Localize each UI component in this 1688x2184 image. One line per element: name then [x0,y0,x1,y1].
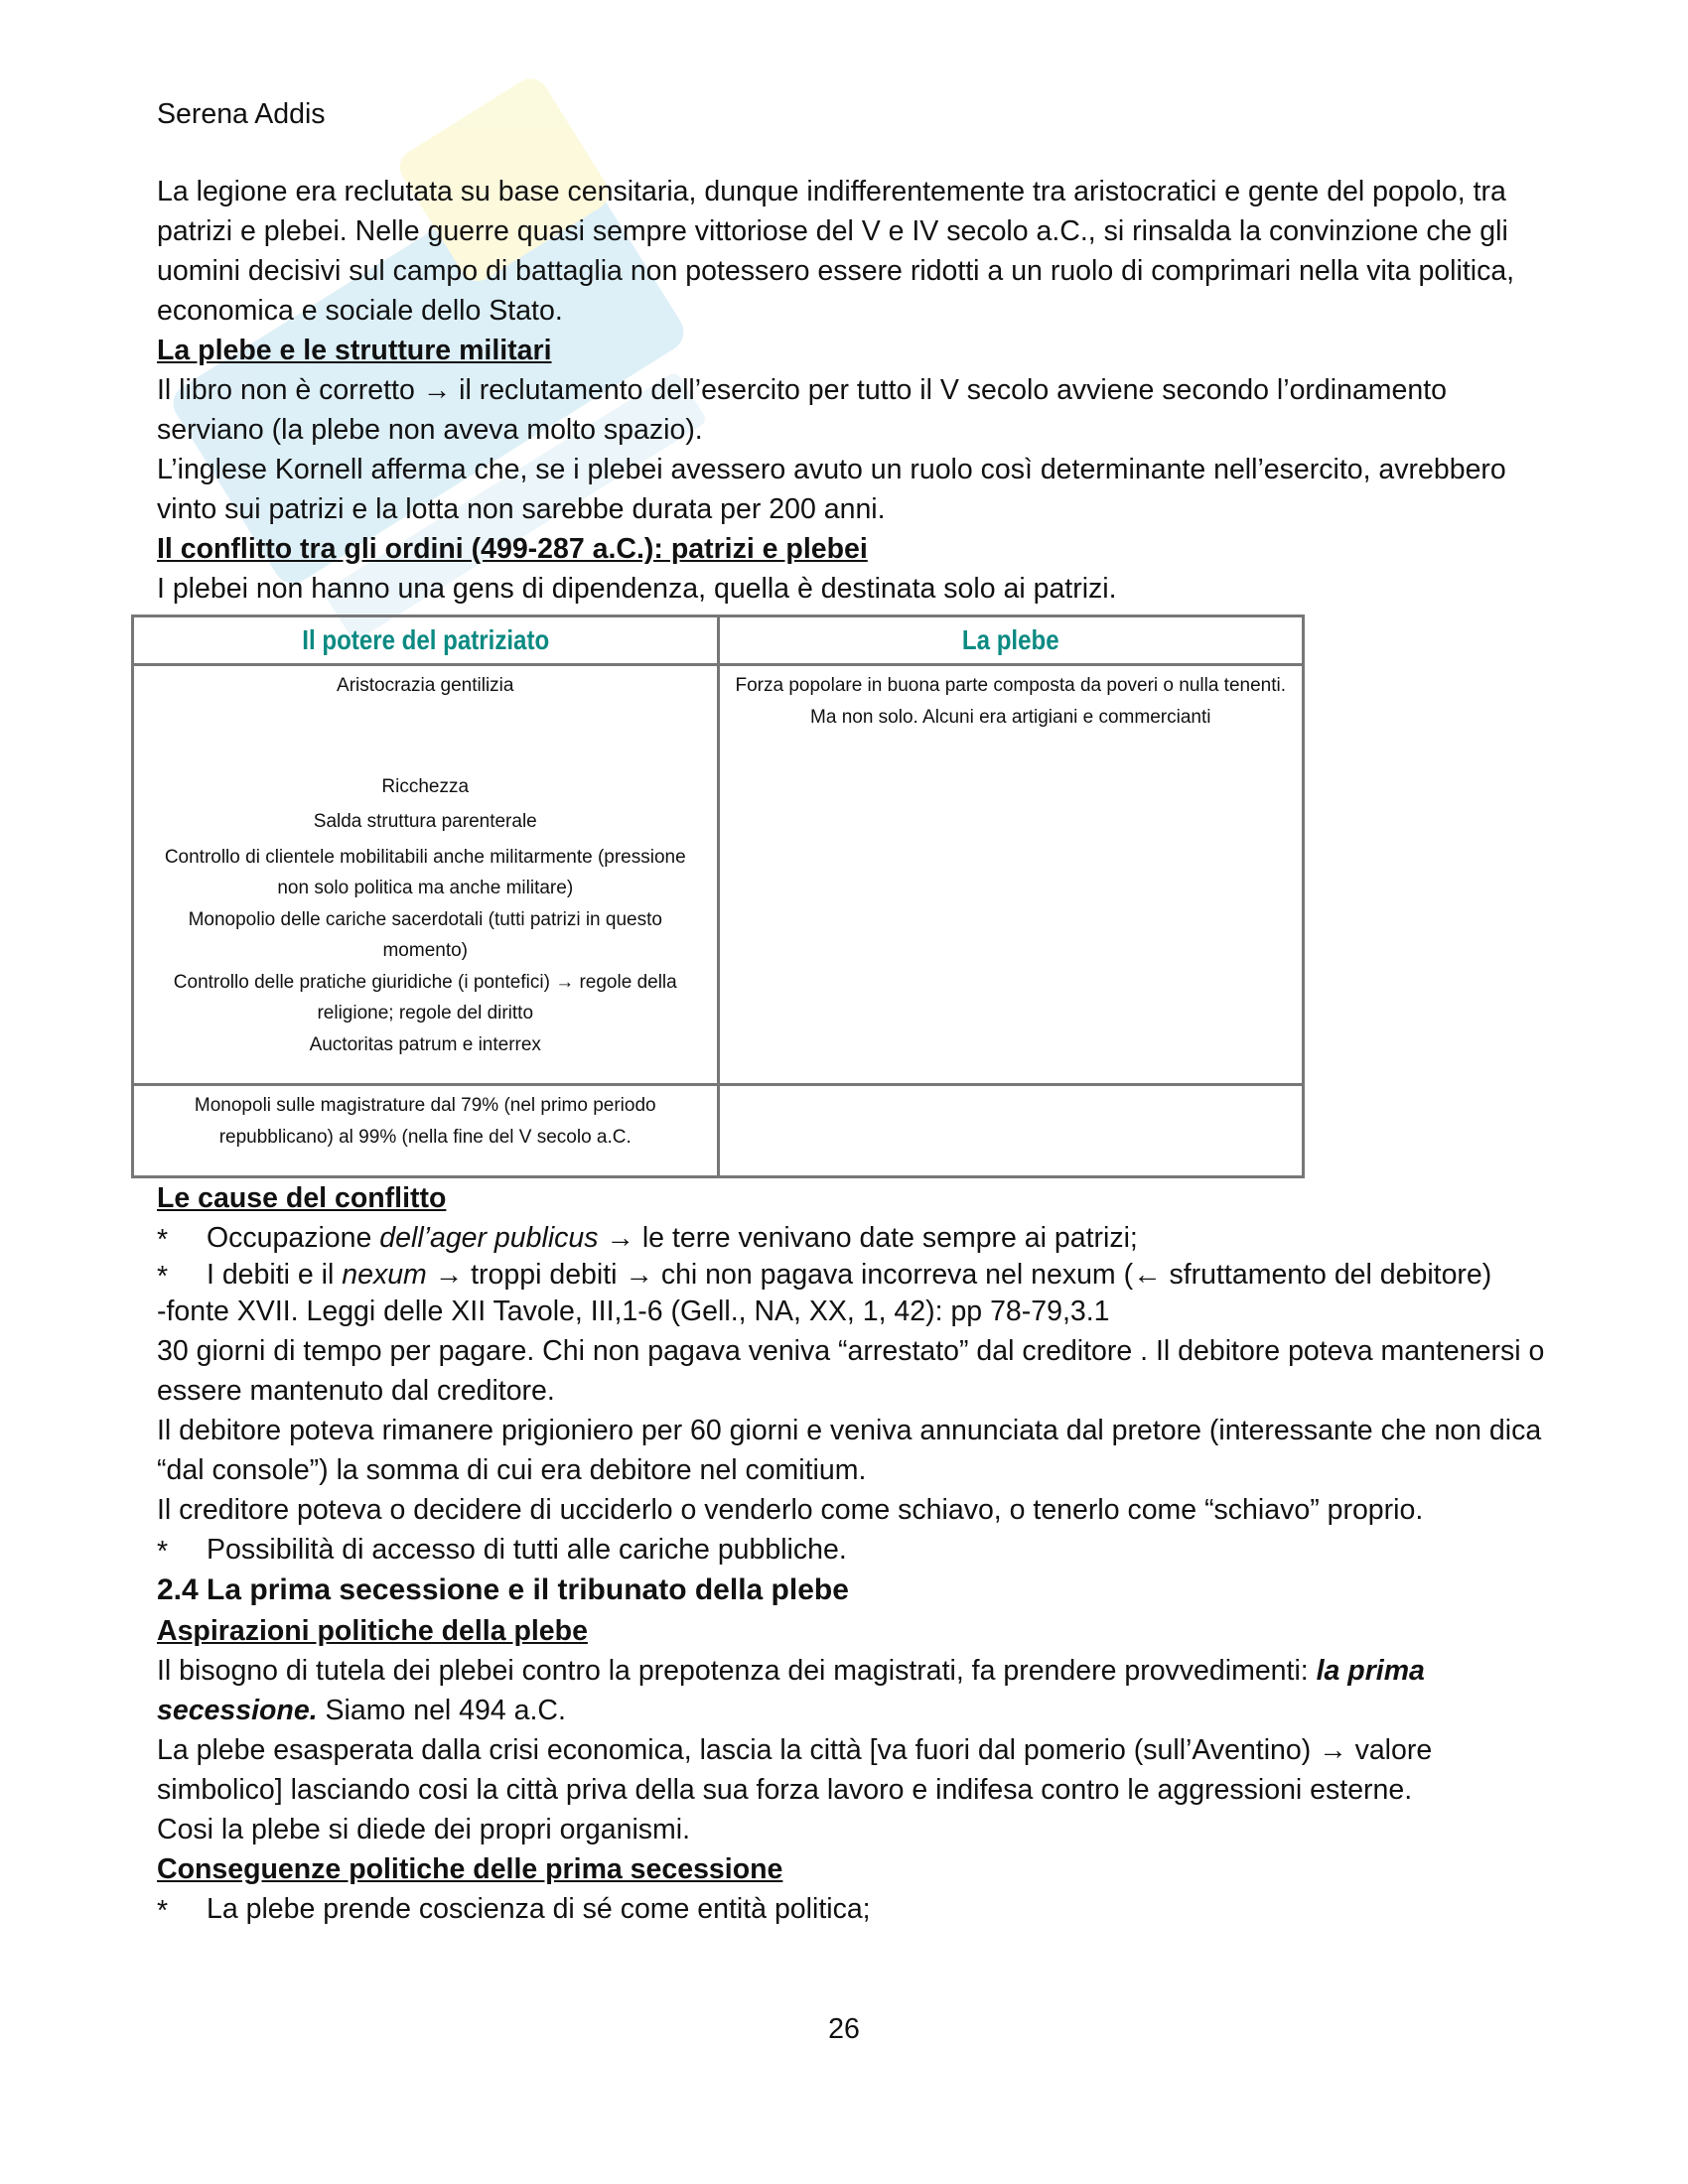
table-header-row [133,616,1304,665]
list-item: Salda struttura parenterale [313,811,537,832]
section-title-consequences: Conseguenze politiche delle prima secessione [157,1853,783,1885]
paragraph: La plebe esasperata dalla crisi economica, lascia la città [va fuori dal pomerio (sull’Aventino) → valore simbolico] lasciando cosi la città priva della sua forza lavoro e indifesa contro le aggressioni esterne. [157,1734,1433,1806]
list-item: Auctoritas patrum e interrex [309,1033,541,1055]
page-number: 26 [828,2013,860,2045]
author-name: Serena Addis [157,98,326,130]
paragraph: 30 giorni di tempo per pagare. Chi non pagava veniva “arrestato” dal creditore . Il debitore poteva mantenersi o essere mantenuto dal creditore. [157,1335,1545,1407]
list-item: Aristocrazia gentilizia [337,675,514,696]
intro-paragraph: La legione era reclutata su base censitaria, dunque indifferentemente tra aristocratici e gente del popolo, tra patrizi e plebei. Nelle guerre quasi sempre vittoriose del V e IV secolo a.C., si rinsalda la convinzione che gli uomini decisivi sul campo di battaglia non potessero essere ridotti a un ruolo di comprimari nella vita politica, economica e sociale dello Stato. [157,176,1515,327]
list-item: * Possibilità di accesso di tutti alle cariche pubbliche. [157,1530,1547,1570]
list-item: * I debiti e il nexum → troppi debiti → chi non pagava incorreva nel nexum (← sfruttamento del debitore) [157,1258,1547,1292]
paragraph: Il creditore poteva o decidere di ucciderlo o venderlo come schiavo, o tenerlo come “schiavo” proprio. [157,1494,1424,1526]
section-title-military: La plebe e le strutture militari [157,335,552,366]
list-item: Monopolio delle cariche sacerdotali (tutti patrizi in questo momento) [188,908,662,961]
list-item: * Occupazione dell’ager publicus → le terre venivano date sempre ai patrizi; [157,1218,1547,1258]
section-title-conflict: Il conflitto tra gli ordini (499-287 a.C.): patrizi e plebei [157,533,868,565]
list-item: Forza popolare in buona parte composta da poveri o nulla tenenti. [735,675,1287,696]
section-title-causes: Le cause del conflitto [157,1182,447,1214]
document-page [157,94,1547,1929]
list-item: Ricchezza [381,775,470,797]
causes-list-2 [157,1530,1547,1570]
paragraph: Cosi la plebe si diede dei propri organismi. [157,1814,691,1845]
list-item: Monopoli sulle magistrature dal 79% (nel primo periodo repubblicano) al 99% (nella fine del V secolo a.C. [194,1095,656,1148]
table-cell-patriziato [133,665,719,1085]
table-cell-patriziato [133,1085,719,1177]
comparison-table [131,614,1305,1178]
table-header-patriziato: Il potere del patriziato [174,616,677,665]
paragraph: L’inglese Kornell afferma che, se i plebei avessero avuto un ruolo così determinante nell’esercito, avrebbero vinto sui patrizi e la lotta non sarebbe durata per 200 anni. [157,454,1506,525]
section-title-aspirations: Aspirazioni politiche della plebe [157,1615,588,1647]
causes-list [157,1218,1547,1292]
list-item: Controllo di clientele mobilitabili anche militarmente (pressione non solo politica ma anche militare) [164,846,686,898]
paragraph: Il libro non è corretto → il reclutamento dell’esercito per tutto il V secolo avviene secondo l’ordinamento serviano (la plebe non aveva molto spazio). [157,374,1448,446]
list-item: * La plebe prende coscienza di sé come entità politica; [157,1889,1547,1929]
table-cell-plebe [718,665,1304,1085]
table-row [133,665,1304,1085]
consequences-list [157,1889,1547,1929]
list-item: Controllo delle pratiche giuridiche (i pontefici) → regole della religione; regole del diritto [173,971,677,1024]
list-item: Ma non solo. Alcuni era artigiani e commercianti [810,706,1211,728]
paragraph: I plebei non hanno una gens di dipendenza, quella è destinata solo ai patrizi. [157,573,1117,605]
chapter-title: 2.4 La prima secessione e il tribunato della plebe [157,1573,849,1606]
paragraph: Il debitore poteva rimanere prigioniero per 60 giorni e veniva annunciata dal pretore (interessante che non dica “dal console”) la somma di cui era debitore nel comitium. [157,1415,1542,1486]
table-row [133,1085,1304,1177]
paragraph: Il bisogno di tutela dei plebei contro la prepotenza dei magistrati, fa prendere provvedimenti: la prima secessione. Siamo nel 494 a.C. [157,1655,1425,1726]
source-reference: -fonte XVII. Leggi delle XII Tavole, III,1-6 (Gell., NA, XX, 1, 42): pp 78-79,3.1 [157,1296,1110,1327]
table-cell-plebe-empty [718,1085,1304,1177]
table-header-plebe: La plebe [759,616,1262,665]
